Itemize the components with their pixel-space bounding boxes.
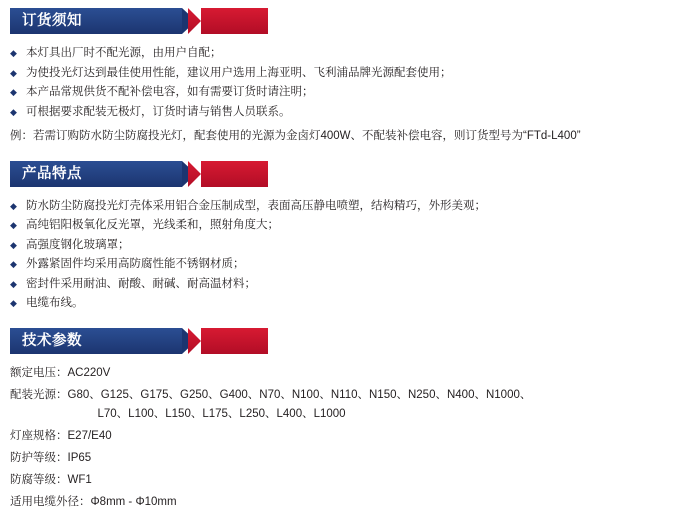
- list-item-text: 防水防尘防腐投光灯壳体采用铝合金压制成型，表面高压静电喷塑，结构精巧，外形美观；: [26, 199, 486, 212]
- spec-label: 适用电缆外径：: [10, 495, 91, 508]
- spec-value: AC220V: [67, 366, 111, 379]
- spec-value: E27/E40: [67, 429, 112, 442]
- list-item: [10, 83, 675, 103]
- spec-value: WF1: [67, 473, 92, 486]
- diamond-bullet-icon: ◆: [10, 67, 17, 78]
- spec-value-continuation: L70、L100、L150、L175、L250、L400、L1000: [97, 407, 346, 420]
- diamond-bullet-icon: ◆: [10, 87, 17, 97]
- diamond-bullet-icon: ◆: [10, 278, 17, 289]
- section-product-features: [10, 161, 675, 314]
- spec-label: 灯座规格：: [10, 429, 68, 442]
- banner-notch-icon: [188, 161, 201, 187]
- diamond-bullet-icon: ◆: [10, 259, 17, 269]
- section-banner: [10, 8, 268, 34]
- list-item-text: 为使投光灯达到最佳使用性能，建议用户选用上海亚明、飞利浦品牌光源配套使用；: [26, 66, 452, 79]
- section-title: 技术参数: [22, 332, 82, 349]
- list-item-text: 本产品常规供货不配补偿电容，如有需要订货时请注明；: [26, 86, 314, 98]
- spec-row: [10, 449, 675, 468]
- section-ordering-notes: [10, 8, 675, 147]
- spec-row: [10, 427, 675, 446]
- list-item: [10, 197, 675, 217]
- spec-value: Φ8mm - Φ10mm: [90, 495, 177, 508]
- product-features-list: [10, 197, 675, 314]
- list-item-text: 密封件采用耐油、耐酸、耐碱、耐高温材料；: [26, 277, 256, 290]
- banner-notch-icon: [188, 8, 201, 34]
- list-item: [10, 294, 675, 314]
- list-item: [10, 275, 675, 295]
- section-technical-parameters: [10, 328, 675, 512]
- list-item: [10, 44, 675, 64]
- banner-notch-icon: [188, 328, 201, 354]
- spec-row: [10, 471, 675, 490]
- spec-value: [68, 386, 676, 424]
- spec-value-text: G80、G125、G175、G250、G400、N70、N100、N110、N150、N250、N400、N1000、: [67, 388, 532, 401]
- section-banner: [10, 328, 268, 354]
- spec-row: [10, 493, 675, 512]
- list-item: [10, 103, 675, 123]
- spec-row: [10, 386, 675, 424]
- list-item: [10, 255, 675, 275]
- section-title: 订货须知: [22, 13, 82, 29]
- list-item-text: 高强度钢化玻璃罩；: [26, 238, 130, 251]
- section-title: 产品特点: [22, 165, 82, 182]
- spec-row: [10, 364, 675, 383]
- spec-label: 配装光源：: [10, 388, 68, 401]
- spec-label: 防护等级：: [10, 451, 68, 464]
- ordering-notes-list: [10, 44, 675, 122]
- list-item-text: 本灯具出厂时不配光源，由用户自配；: [26, 47, 222, 59]
- diamond-bullet-icon: ◆: [10, 220, 17, 230]
- list-item-text: 可根据要求配装无极灯，订货时请与销售人员联系。: [26, 105, 291, 118]
- ordering-example-note: 例：若需订购防水防尘防腐投光灯，配套使用的光源为金卤灯400W、不配装补偿电容，则订货型号为“FTd-L400”: [10, 130, 581, 142]
- spec-label: 防腐等级：: [10, 473, 68, 486]
- list-item: [10, 236, 675, 256]
- diamond-bullet-icon: ◆: [10, 48, 17, 58]
- list-item: [10, 216, 675, 236]
- list-item-text: 外露紧固件均采用高防腐性能不锈钢材质；: [26, 258, 245, 270]
- list-item-text: 高纯铝阳极氧化反光罩，光线柔和，照射角度大；: [26, 219, 279, 231]
- document-page: [0, 8, 685, 508]
- list-item-text: 电缆布线。: [26, 297, 84, 309]
- diamond-bullet-icon: ◆: [10, 239, 17, 250]
- spec-list: [10, 364, 675, 512]
- spec-value: IP65: [67, 451, 92, 464]
- section-banner: [10, 161, 268, 187]
- diamond-bullet-icon: ◆: [10, 298, 17, 308]
- spec-label: 额定电压：: [10, 366, 68, 379]
- diamond-bullet-icon: ◆: [10, 106, 17, 117]
- list-item: [10, 64, 675, 84]
- diamond-bullet-icon: ◆: [10, 200, 17, 211]
